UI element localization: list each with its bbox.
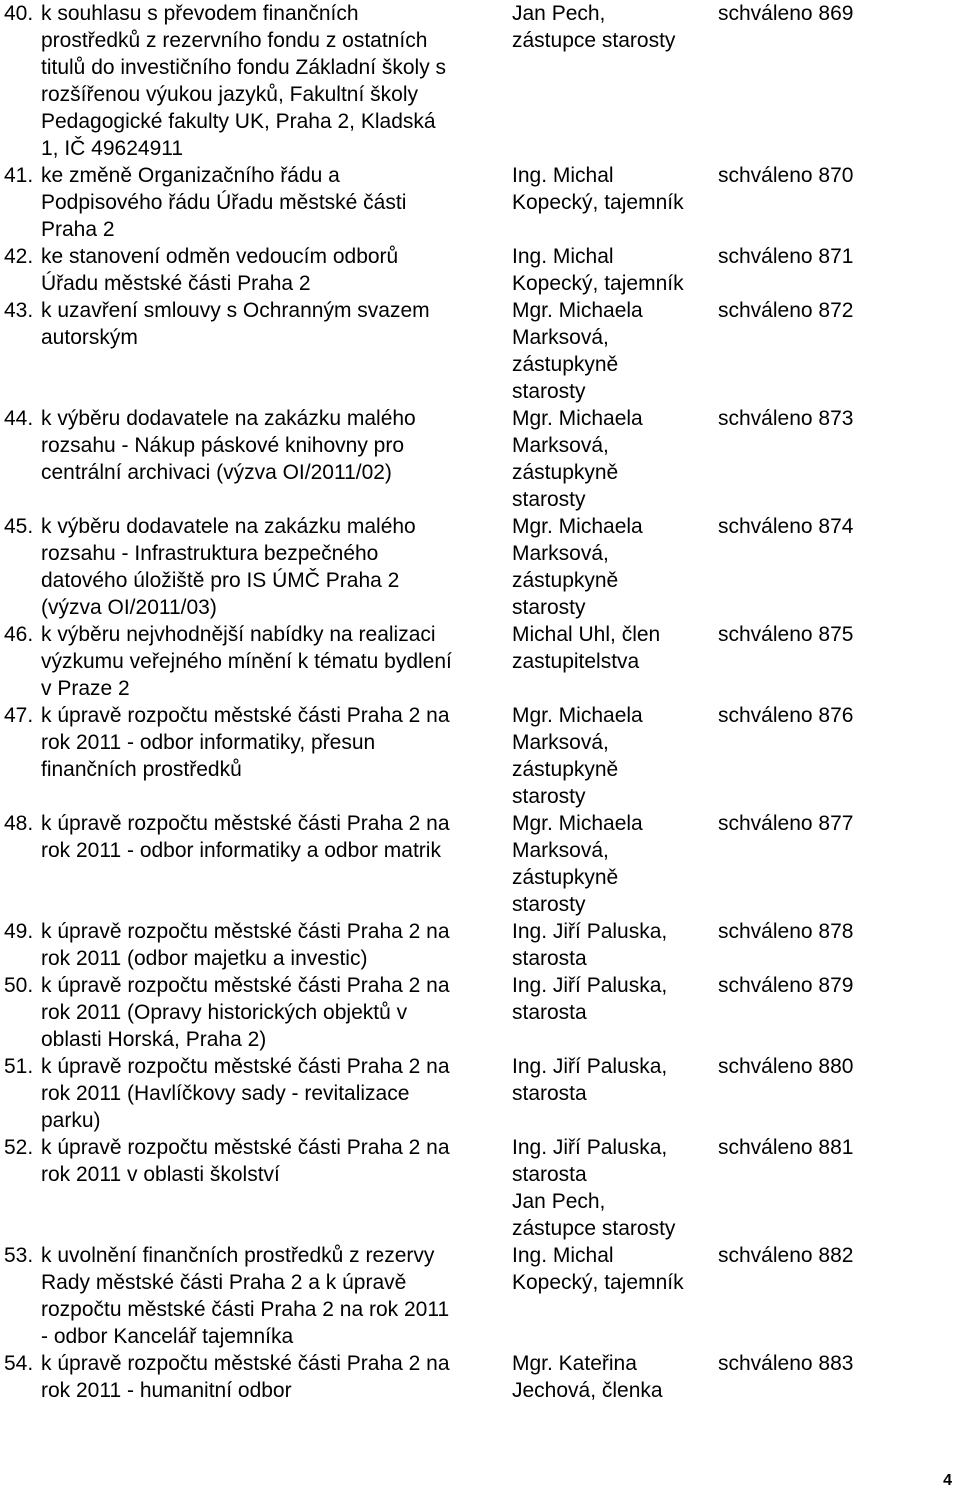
subject-line: k výběru nejvhodnější nabídky na realizaci — [41, 623, 436, 646]
proposer-line: starosta — [512, 1082, 587, 1105]
resolution-number: 47. — [4, 704, 34, 727]
subject-line: k úpravě rozpočtu městské části Praha 2 na — [41, 1055, 450, 1078]
proposer-line: Mgr. Michaela — [512, 299, 643, 322]
resolution-proposer — [512, 702, 712, 810]
proposer-line: Kopecký, tajemník — [512, 191, 684, 214]
resolution-result: schváleno 869 — [718, 2, 854, 25]
subject-line: Pedagogické fakulty UK, Praha 2, Kladská — [41, 110, 436, 133]
subject-line: k uvolnění finančních prostředků z rezervy — [41, 1244, 435, 1267]
subject-line: ke změně Organizačního řádu a — [41, 164, 340, 187]
proposer-line: Kopecký, tajemník — [512, 1271, 684, 1294]
subject-line: parku) — [41, 1109, 101, 1132]
resolution-result: schváleno 882 — [718, 1244, 854, 1267]
proposer-line: Mgr. Michaela — [512, 407, 643, 430]
resolution-subject — [41, 0, 509, 162]
resolution-proposer — [512, 1134, 712, 1242]
resolution-proposer — [512, 918, 712, 972]
subject-line: k výběru dodavatele na zakázku malého — [41, 515, 416, 538]
subject-line: autorským — [41, 326, 138, 349]
resolution-number: 48. — [4, 812, 34, 835]
resolution-result: schváleno 883 — [718, 1352, 854, 1375]
subject-line: centrální archivaci (výzva OI/2011/02) — [41, 461, 392, 484]
proposer-line: zastupitelstva — [512, 650, 640, 673]
subject-line: k úpravě rozpočtu městské části Praha 2 na — [41, 1352, 450, 1375]
resolution-subject — [41, 702, 509, 783]
resolution-proposer — [512, 162, 712, 216]
resolution-proposer — [512, 405, 712, 513]
proposer-line: Kopecký, tajemník — [512, 272, 684, 295]
proposer-line: Mgr. Michaela — [512, 515, 643, 538]
subject-line: Podpisového řádu Úřadu městské části — [41, 191, 407, 214]
subject-line: k úpravě rozpočtu městské části Praha 2 na — [41, 1136, 450, 1159]
proposer-line: Marksová, — [512, 434, 609, 457]
resolution-number: 52. — [4, 1136, 34, 1159]
resolution-proposer — [512, 1350, 712, 1404]
resolution-number: 53. — [4, 1244, 34, 1267]
subject-line: finančních prostředků — [41, 758, 242, 781]
resolution-proposer — [512, 297, 712, 405]
subject-line: rok 2011 v oblasti školství — [41, 1163, 280, 1186]
resolution-proposer — [512, 1242, 712, 1296]
resolution-result: schváleno 872 — [718, 299, 854, 322]
page-number: 4 — [943, 1472, 952, 1489]
proposer-line: zástupkyně — [512, 569, 619, 592]
subject-line: rozsahu - Nákup páskové knihovny pro — [41, 434, 405, 457]
proposer-line: Marksová, — [512, 731, 609, 754]
resolution-subject — [41, 297, 509, 351]
subject-line: v Praze 2 — [41, 677, 130, 700]
resolution-subject — [41, 918, 509, 972]
resolution-subject — [41, 1242, 509, 1350]
proposer-line: Marksová, — [512, 839, 609, 862]
resolution-subject — [41, 513, 509, 621]
subject-line: rozsahu - Infrastruktura bezpečného — [41, 542, 379, 565]
resolution-number: 51. — [4, 1055, 34, 1078]
subject-line: rok 2011 (odbor majetku a investic) — [41, 947, 368, 970]
resolution-subject — [41, 162, 509, 243]
proposer-line: zástupkyně — [512, 353, 619, 376]
resolution-result: schváleno 871 — [718, 245, 854, 268]
subject-line: rok 2011 - odbor informatiky, přesun — [41, 731, 376, 754]
resolution-proposer — [512, 513, 712, 621]
proposer-line: starosty — [512, 596, 586, 619]
subject-line: rok 2011 - humanitní odbor — [41, 1379, 292, 1402]
resolution-result: schváleno 873 — [718, 407, 854, 430]
proposer-line: Jechová, členka — [512, 1379, 663, 1402]
subject-line: k souhlasu s převodem finančních — [41, 2, 359, 25]
resolution-subject — [41, 810, 509, 864]
resolution-proposer — [512, 1053, 712, 1107]
subject-line: titulů do investičního fondu Základní školy s — [41, 56, 447, 79]
subject-line: k úpravě rozpočtu městské části Praha 2 na — [41, 704, 450, 727]
resolution-number: 42. — [4, 245, 34, 268]
proposer-line: Marksová, — [512, 542, 609, 565]
proposer-line: zástupkyně — [512, 461, 619, 484]
proposer-line: Jan Pech, — [512, 2, 606, 25]
subject-line: rok 2011 (Havlíčkovy sady - revitalizace — [41, 1082, 410, 1105]
proposer-line: zástupce starosty — [512, 29, 676, 52]
proposer-line: starosty — [512, 893, 586, 916]
resolution-number: 46. — [4, 623, 34, 646]
proposer-line: Mgr. Michaela — [512, 812, 643, 835]
resolution-proposer — [512, 621, 712, 675]
subject-line: rozpočtu městské části Praha 2 na rok 2011 — [41, 1298, 450, 1321]
proposer-line: starosta — [512, 1001, 587, 1024]
subject-line: ke stanovení odměn vedoucím odborů — [41, 245, 399, 268]
proposer-line: Ing. Jiří Paluska, — [512, 920, 668, 943]
subject-line: Rady městské části Praha 2 a k úpravě — [41, 1271, 407, 1294]
proposer-line: Ing. Michal — [512, 1244, 614, 1267]
subject-line: výzkumu veřejného mínění k tématu bydlení — [41, 650, 452, 673]
subject-line: k uzavření smlouvy s Ochranným svazem — [41, 299, 430, 322]
proposer-line: Mgr. Kateřina — [512, 1352, 637, 1375]
resolution-subject — [41, 972, 509, 1053]
subject-line: - odbor Kancelář tajemníka — [41, 1325, 294, 1348]
resolution-subject — [41, 1053, 509, 1134]
proposer-line: zástupce starosty — [512, 1217, 676, 1240]
subject-line: k úpravě rozpočtu městské části Praha 2 na — [41, 920, 450, 943]
resolution-result: schváleno 879 — [718, 974, 854, 997]
resolution-result: schváleno 874 — [718, 515, 854, 538]
resolution-proposer — [512, 0, 712, 54]
resolution-result: schváleno 878 — [718, 920, 854, 943]
proposer-line: starosty — [512, 785, 586, 808]
resolution-result: schváleno 881 — [718, 1136, 854, 1159]
proposer-line: zástupkyně — [512, 758, 619, 781]
resolution-subject — [41, 405, 509, 486]
resolution-result: schváleno 880 — [718, 1055, 854, 1078]
subject-line: prostředků z rezervního fondu z ostatních — [41, 29, 428, 52]
subject-line: rozšířenou výukou jazyků, Fakultní školy — [41, 83, 418, 106]
resolution-result: schváleno 877 — [718, 812, 854, 835]
subject-line: 1, IČ 49624911 — [41, 137, 184, 160]
subject-line: datového úložiště pro IS ÚMČ Praha 2 — [41, 569, 400, 592]
resolution-proposer — [512, 972, 712, 1026]
resolution-number: 45. — [4, 515, 34, 538]
resolution-proposer — [512, 243, 712, 297]
proposer-line: Ing. Jiří Paluska, — [512, 1055, 668, 1078]
resolution-subject — [41, 243, 509, 297]
proposer-line: Ing. Michal — [512, 164, 614, 187]
resolution-number: 43. — [4, 299, 34, 322]
proposer-line: Michal Uhl, člen — [512, 623, 661, 646]
proposer-line: starosty — [512, 488, 586, 511]
resolution-number: 54. — [4, 1352, 34, 1375]
subject-line: Praha 2 — [41, 218, 115, 241]
resolution-number: 41. — [4, 164, 34, 187]
subject-line: k úpravě rozpočtu městské části Praha 2 na — [41, 812, 450, 835]
resolution-number: 44. — [4, 407, 34, 430]
resolution-number: 50. — [4, 974, 34, 997]
subject-line: rok 2011 - odbor informatiky a odbor matrik — [41, 839, 441, 862]
proposer-line: Mgr. Michaela — [512, 704, 643, 727]
resolution-subject — [41, 621, 509, 702]
proposer-line: Ing. Jiří Paluska, — [512, 1136, 668, 1159]
proposer-line: Jan Pech, — [512, 1190, 606, 1213]
resolution-result: schváleno 870 — [718, 164, 854, 187]
proposer-line: zástupkyně — [512, 866, 619, 889]
subject-line: k úpravě rozpočtu městské části Praha 2 na — [41, 974, 450, 997]
subject-line: k výběru dodavatele na zakázku malého — [41, 407, 416, 430]
resolution-result: schváleno 876 — [718, 704, 854, 727]
proposer-line: Ing. Jiří Paluska, — [512, 974, 668, 997]
proposer-line: Marksová, — [512, 326, 609, 349]
resolution-number: 49. — [4, 920, 34, 943]
subject-line: oblasti Horská, Praha 2) — [41, 1028, 267, 1051]
proposer-line: starosty — [512, 380, 586, 403]
resolution-number: 40. — [4, 2, 34, 25]
proposer-line: Ing. Michal — [512, 245, 614, 268]
resolution-subject — [41, 1350, 509, 1404]
resolution-subject — [41, 1134, 509, 1188]
subject-line: Úřadu městské části Praha 2 — [41, 272, 311, 295]
proposer-line: starosta — [512, 947, 587, 970]
resolution-result: schváleno 875 — [718, 623, 854, 646]
subject-line: rok 2011 (Opravy historických objektů v — [41, 1001, 408, 1024]
proposer-line: starosta — [512, 1163, 587, 1186]
resolution-proposer — [512, 810, 712, 918]
subject-line: (výzva OI/2011/03) — [41, 596, 217, 619]
